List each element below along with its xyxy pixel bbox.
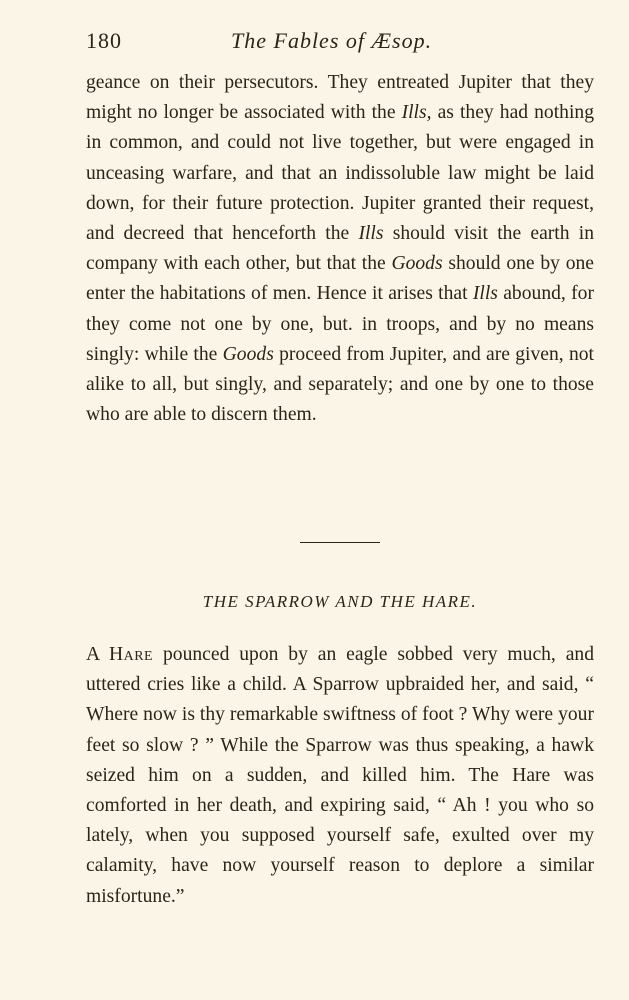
text-run: geance on their persecutors. They entreated Jupiter that they might no longer be associated with the <box>86 72 594 124</box>
text-run: pounced upon by an eagle sobbed very much, and uttered cries like a child. A Sparrow upbraided her, and said, “ Where now is thy remarkable swiftness of foot ? Why were your feet so slow ? ” While the Sparrow was thus speaking, a hawk seized him on a sudden, and killed him. The Hare was comforted in her death, and expiring said, “ Ah ! you who so lately, when you supposed yourself safe, exulted over my calamity, have now yourself reason to deplore a similar misfortune.” <box>86 644 594 907</box>
paragraph-text <box>86 68 594 430</box>
italic-word: Goods <box>391 253 443 275</box>
italic-word: Ills, <box>401 102 432 124</box>
smallcaps-word: Hare <box>108 644 154 665</box>
fable-title: THE SPARROW AND THE HARE. <box>202 592 478 611</box>
page-header <box>86 28 594 58</box>
fable-paragraph <box>86 640 594 912</box>
page-number: 180 <box>86 28 122 53</box>
continued-fable-paragraph <box>86 68 594 430</box>
italic-word: Ills <box>358 223 384 245</box>
text-run: A <box>86 644 109 665</box>
italic-word: Goods <box>222 343 274 365</box>
running-title: The Fables of Æsop. <box>231 28 433 53</box>
text-run: proceed from Jupiter, and are given, not alike to all, but singly, and separately; and one by one to those who are able to discern them. <box>86 343 594 426</box>
text-run: abound, for they come not one by one, but. in troops, and by no means singly: while the <box>86 283 594 365</box>
section-divider <box>300 542 380 543</box>
paragraph-text <box>86 640 594 912</box>
book-page <box>86 0 594 1000</box>
italic-word: Ills <box>472 283 498 305</box>
text-run: should one by one enter the habitations of men. Hence it arises that <box>86 253 594 305</box>
text-run: as they had nothing in common, and could not live together, but were engaged in unceasing warfare, and that an indissoluble law might be laid down, for their future protection. Jupiter granted their request, and decreed that henceforth the <box>86 102 594 245</box>
text-run: should visit the earth in company with each other, but that the <box>86 223 595 275</box>
